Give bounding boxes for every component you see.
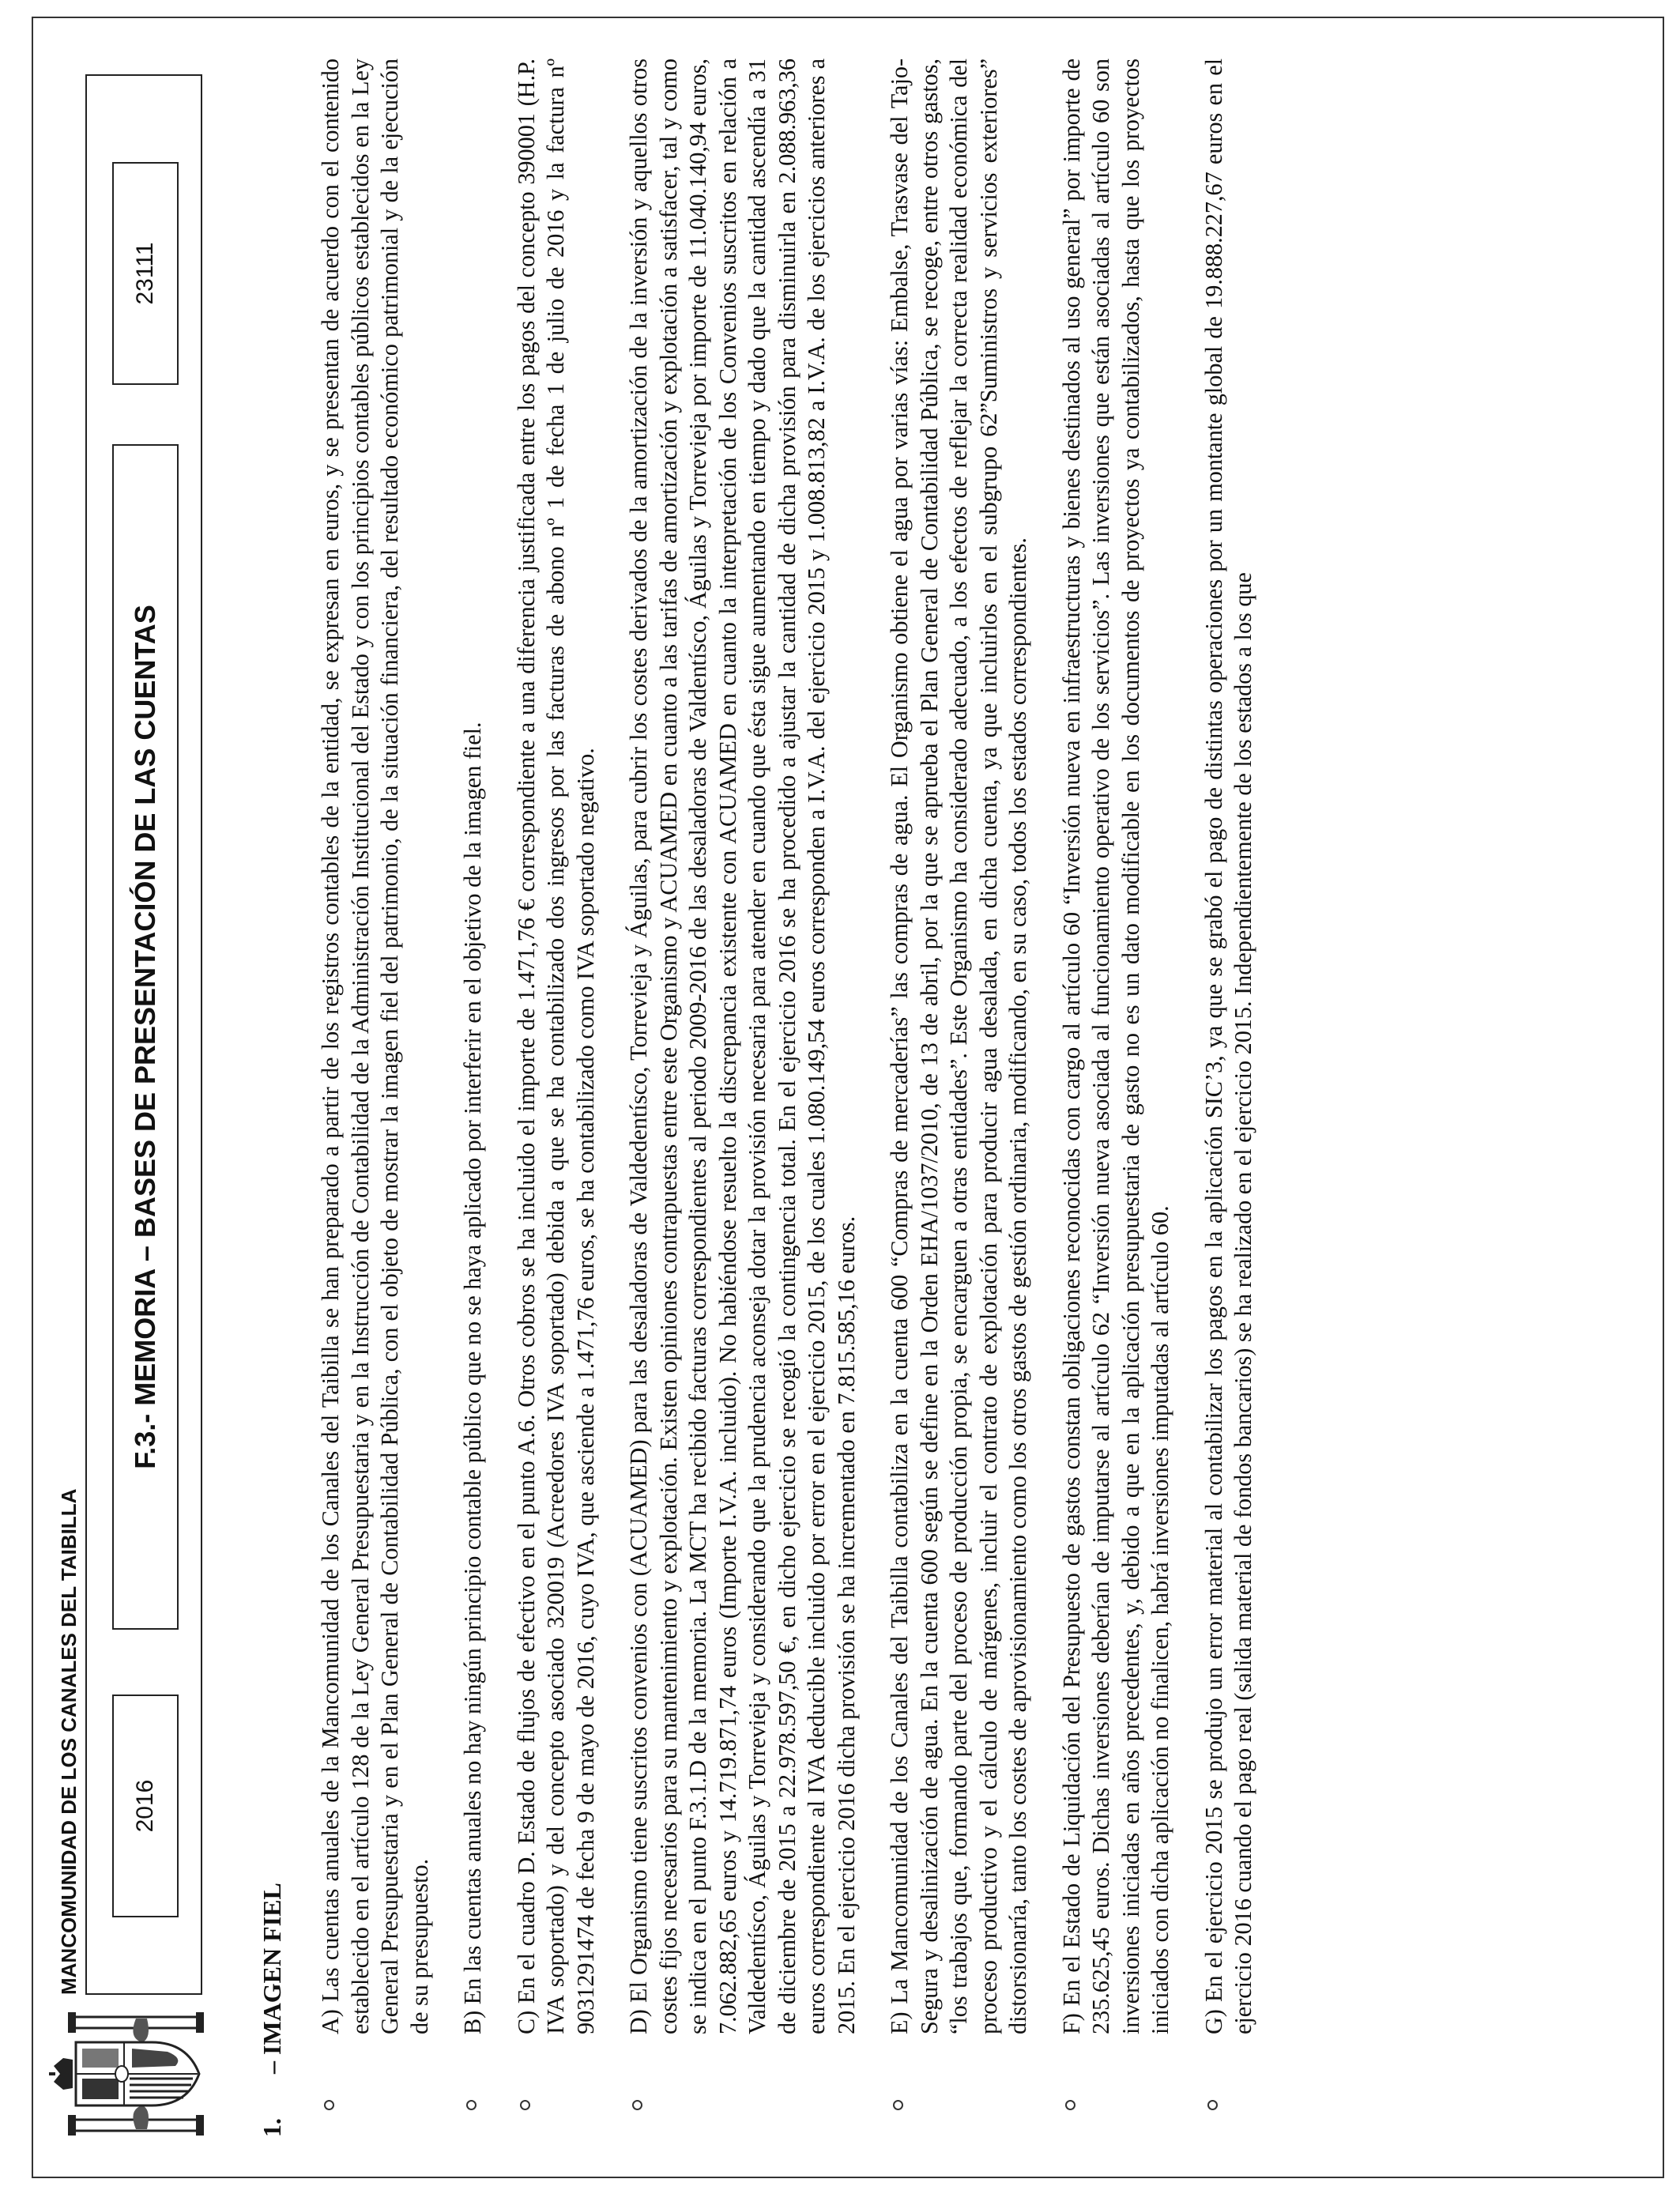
paragraph-b: B) En las cuentas anuales no hay ningún principio contable público que no se haya aplicado por interferir en el objetivo de la imagen fiel. xyxy=(459,722,486,2034)
bullet-icon xyxy=(324,2100,334,2110)
document-title: F.3.- MEMORIA – BASES DE PRESENTACIÓN DE LAS CUENTAS xyxy=(112,444,179,1630)
paragraph-f: F) En el Estado de Liquidación del Presupuesto de gastos constan obligaciones reconocidas con cargo al artículo 60 “Inversión nueva en infraestructuras y bienes destinados al uso general” por importe de 235.625,45 euros. Dichas inversiones deberían de imputarse al artículo 62 “Inversión nueva asociada al funcionamiento operativo de los servicios”. Las inversiones que están asociadas al artículo 60 son inversiones iniciadas en años precedentes, y, debido a que en la aplicación presupuestaria de gasto no es un dato modificable en los documentos de proyectos ya contabilizados, hasta que los proyectos iniciados con dicha aplicación no finalicen, habrá inversiones imputadas al artículo 60. xyxy=(1057,58,1173,2034)
list-item xyxy=(316,58,435,2137)
paragraph-a: A) Las cuentas anuales de la Mancomunidad de los Canales del Taibilla se han preparado a partir de los registros contables de la entidad, se expresan en euros, y se presentan de acuerdo con el contenido establecido en el artículo 128 de la Ley General Presupuestaria y en la Instrucción de Contabilidad de la Administración Institucional del Estado y con los principios contables públicos establecidos en la Ley General Presupuestaria y en el Plan General de Contabilidad Pública, con el objeto de mostrar la imagen fiel del patrimonio, de la situación financiera, del resultado económico patrimonial y de la ejecución de su presupuesto. xyxy=(317,58,433,2034)
list-item xyxy=(458,58,488,2137)
list-item xyxy=(885,58,1034,2137)
section-number: 1. xyxy=(258,2118,286,2137)
bullet-icon xyxy=(1207,2100,1218,2110)
bullet-icon xyxy=(632,2100,642,2110)
fiscal-year: 2016 xyxy=(112,1695,179,1917)
bullet-icon xyxy=(466,2100,477,2110)
list-item xyxy=(1057,58,1176,2137)
list-item xyxy=(624,58,861,2137)
paragraph-d: D) El Organismo tiene suscritos convenios con (ACUAMED) para las desaladoras de Valdedentísco, Torrevieja y Águilas, para cubrir los costes derivados de la amortización de la inversión y aquellos otros costes fijos necesarios para su mantenimiento y explotación. Existen opiniones contrapuestas entre este Organismo y ACUAMED en cuanto a las tarifas de amortización y explotación a satisfacer, tal y como se indica en el punto F.3.1.D de la memoria. La MCT ha recibido facturas correspondientes al periodo 2009-2016 de las desaladoras de Valdentísco, Águilas y Torrevieja por importe de 11.040.140,94 euros, 7.062.882,65 euros y 14.719.871,74 euros (Importe I.V.A. incluido). No habiéndose resuelto la discrepancia existente con ACUAMED en cuanto la interpretación de los Convenios suscritos en relación a Valdedentísco, Águilas y Torrevieja y considerando que la prudencia aconseja dotar la provisión necesaria para atender en cuando que ésta sigue aumentando en tiempo y dado que la cantidad ascendía a 31 de diciembre de 2015 a 22.978.597,50 €, en dicho ejercicio se recogió la contingencia total. En el ejercicio 2016 se ha procedido a ajustar la cantidad de dicha provisión para disminuirla en 2.088.963,36 euros correspondiente al IVA deducible incluido por error en el ejercicio 2015, de los cuales 1.080.149,54 euros corresponden a I.V.A. del ejercicio 2015 y 1.008.813,82 a I.V.A. de los ejercicios anteriores a 2015. En el ejercicio 2016 dicha provisión se ha incrementado en 7.815.585,16 euros. xyxy=(625,58,860,2034)
paragraph-list xyxy=(316,58,1283,2137)
paragraph-g: G) En el ejercicio 2015 se produjo un error material al contabilizar los pagos en la aplicación SIC’3, ya que se grabó el pago de distintas operaciones por un montante global de 19.888.227,67 euros en el ejercicio 2016 cuando el pago real (salida material de fondos bancarios) se ha realizado en el ejercicio 2015. Independientemente de los estados a los que xyxy=(1200,58,1256,2034)
organization-name: MANCOMUNIDAD DE LOS CANALES DEL TAIBILLA xyxy=(57,1488,81,1995)
bullet-icon xyxy=(1065,2100,1075,2110)
list-item xyxy=(512,58,601,2137)
list-item xyxy=(1200,58,1259,2137)
section-title: – IMAGEN FIEL xyxy=(258,1883,286,2074)
bullet-icon xyxy=(520,2100,530,2110)
entity-code: 23111 xyxy=(112,162,179,385)
bullet-icon xyxy=(893,2100,903,2110)
document-header xyxy=(85,74,202,1995)
section-heading xyxy=(258,1883,287,2137)
paragraph-e: E) La Mancomunidad de los Canales del Taibilla contabiliza en la cuenta 600 “Compras de mercaderías” las compras de agua. El Organismo obtiene el agua por varias vías: Embalse, Trasvase del Tajo-Segura y desalinización de agua. En la cuenta 600 según se define en la Orden EHA/1037/2010, de 13 de abril, por la que se aprueba el Plan General de Contabilidad Pública, se recoge, entre otros gastos, “los trabajos que, formando parte del proceso de producción propia, se encarguen a otras entidades”. Este Organismo ha considerado adecuado, a los efectos de reflejar la correcta realidad económica del proceso productivo y el cálculo de márgenes, incluir el contrato de explotación para producir agua desalada, en dicha cuenta, ya que incluirlos en el subgrupo 62”Suministros y servicios exteriores” distorsionaría, tanto los costes de aprovisionamiento como los otros gastos de gestión ordinaria, modificando, en su caso, todos los estados correspondientes. xyxy=(886,58,1031,2034)
paragraph-c: C) En el cuadro D. Estado de flujos de efectivo en el punto A.6. Otros cobros se ha incluido el importe de 1.471,76 € correspondiente a una diferencia justificada entre los pagos del concepto 390001 (H.P. IVA soportado) y del concepto asociado 320019 (Acreedores IVA soportado) debida a que se ha contabilizado dos ingresos por las facturas de abono nº 1 de fecha 1 de julio de 2016 y la factura nº 9031291474 de fecha 9 de mayo de 2016, cuyo IVA, que asciende a 1.471,76 euros, se ha contabilizado como IVA soportado negativo. xyxy=(512,58,599,2034)
coat-of-arms-emblem xyxy=(49,2011,207,2137)
